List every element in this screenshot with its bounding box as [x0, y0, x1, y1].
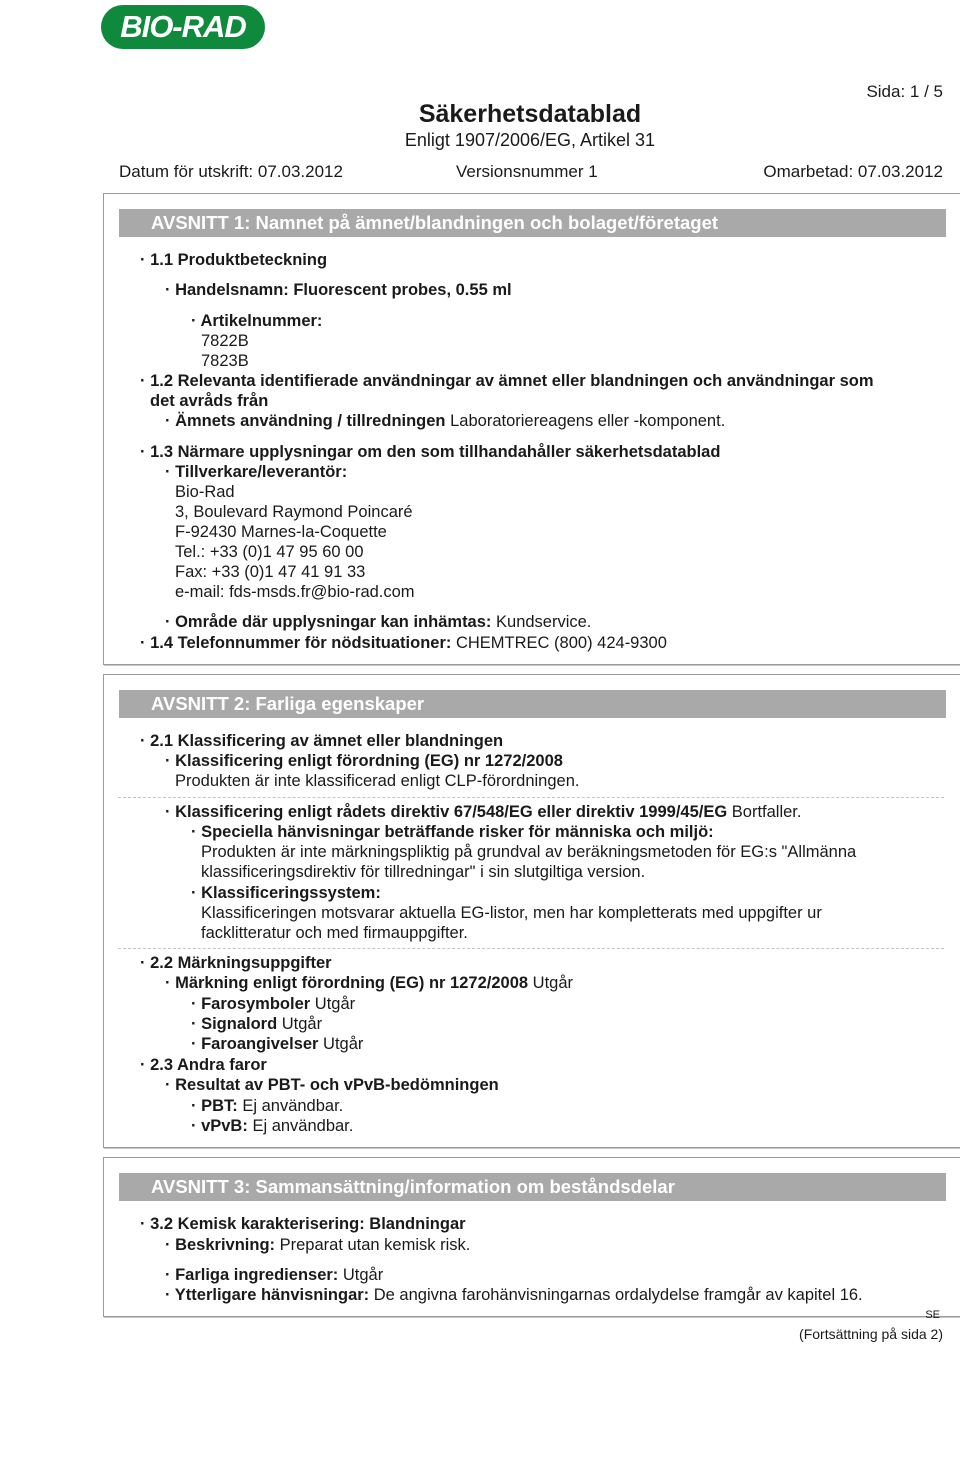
manufacturer-label: · Tillverkare/leverantör:	[165, 463, 348, 481]
company-name: Bio-Rad	[175, 483, 235, 501]
trade-name: · Handelsnamn: Fluorescent probes, 0.55 ml	[165, 281, 512, 299]
chemical-characterisation: · 3.2 Kemisk karakterisering: Blandningar	[140, 1215, 466, 1233]
revised-date: Omarbetad: 07.03.2012	[763, 162, 943, 181]
article-number-2: 7823B	[201, 352, 249, 370]
print-date: Datum för utskrift: 07.03.2012	[119, 162, 343, 181]
substance-use: · Ämnets användning / tillredningen Laboratoriereagens eller -komponent.	[165, 412, 726, 430]
company-city: F-92430 Marnes-la-Coquette	[175, 523, 387, 541]
language-code: SE	[925, 1309, 940, 1321]
company-street: 3, Boulevard Raymond Poincaré	[175, 503, 413, 521]
version-number: Versionsnummer 1	[456, 162, 598, 181]
emergency-phone: · 1.4 Telefonnummer för nödsituationer: CHEMTREC (800) 424-9300	[140, 634, 667, 652]
special-risks-label: · Speciella hänvisningar beträffande risker för människa och miljö:	[191, 823, 714, 841]
special-risks-text-1: Produkten är inte märkningspliktig på grundval av beräkningsmetoden för EG:s "Allmänna	[201, 843, 857, 861]
information-area: · Område där upplysningar kan inhämtas: Kundservice.	[165, 613, 592, 631]
pbt-result: · PBT: Ej användbar.	[191, 1097, 344, 1115]
continued-note: (Fortsättning på sida 2)	[799, 1326, 943, 1342]
hazard-statements: · Faroangivelser Utgår	[191, 1035, 364, 1053]
other-hazards-heading: · 2.3 Andra faror	[140, 1056, 267, 1074]
additional-information: · Ytterligare hänvisningar: De angivna farohänvisningarnas ordalydelse framgår av kapitel 16.	[165, 1286, 863, 1304]
section-2-heading: AVSNITT 2: Farliga egenskaper	[119, 690, 946, 718]
article-number-1: 7822B	[201, 332, 249, 350]
page-number: Sida: 1 / 5	[866, 82, 943, 101]
bio-rad-logo: BIO-RAD	[101, 5, 265, 49]
company-phone: Tel.: +33 (0)1 47 95 60 00	[175, 543, 364, 561]
hazard-symbols: · Farosymboler Utgår	[191, 995, 356, 1013]
section-1-heading: AVSNITT 1: Namnet på ämnet/blandningen och bolaget/företaget	[119, 209, 946, 237]
labelling-regulation: · Märkning enligt förordning (EG) nr 1272/2008 Utgår	[165, 974, 573, 992]
hazardous-ingredients: · Farliga ingredienser: Utgår	[165, 1266, 384, 1284]
directive-classification: · Klassificering enligt rådets direktiv 67/548/EG eller direktiv 1999/45/EG Bortfaller.	[165, 803, 802, 821]
supplier-details-heading: · 1.3 Närmare upplysningar om den som tillhandahåller säkerhetsdatablad	[140, 443, 721, 461]
special-risks-text-2: klassificeringsdirektiv för tillredningar" i sin slutgiltiga version.	[201, 863, 646, 881]
company-email: e-mail: fds-msds.fr@bio-rad.com	[175, 583, 415, 601]
signal-word: · Signalord Utgår	[191, 1015, 323, 1033]
vpvb-result: · vPvB: Ej användbar.	[191, 1117, 354, 1135]
relevant-uses-heading: · 1.2 Relevanta identifierade användningar av ämnet eller blandningen och användningar som	[140, 372, 874, 390]
pbt-assessment-label: · Resultat av PBT- och vPvB-bedömningen	[165, 1076, 499, 1094]
classification-system-label: · Klassificeringssystem:	[191, 884, 381, 902]
clp-classification-text: Produkten är inte klassificerad enligt CLP-förordningen.	[175, 772, 580, 790]
classification-heading: · 2.1 Klassificering av ämnet eller blandningen	[140, 732, 504, 750]
document-subtitle: Enligt 1907/2006/EG, Artikel 31	[404, 130, 656, 150]
divider	[118, 797, 944, 798]
label-elements-heading: · 2.2 Märkningsuppgifter	[140, 954, 332, 972]
document-title: Säkerhetsdatablad	[418, 100, 642, 128]
article-number-label: · Artikelnummer:	[191, 312, 323, 330]
company-fax: Fax: +33 (0)1 47 41 91 33	[175, 563, 366, 581]
classification-system-text-2: facklitteratur och med firmauppgifter.	[201, 924, 468, 942]
product-identifier-heading: · 1.1 Produktbeteckning	[140, 251, 328, 269]
classification-system-text-1: Klassificeringen motsvarar aktuella EG-listor, men har kompletterats med uppgifter ur	[201, 904, 822, 922]
clp-classification-label: · Klassificering enligt förordning (EG) nr 1272/2008	[165, 752, 563, 770]
relevant-uses-heading-cont: det avråds från	[150, 392, 269, 410]
divider	[118, 948, 944, 949]
description: · Beskrivning: Preparat utan kemisk risk.	[165, 1236, 471, 1254]
section-3-heading: AVSNITT 3: Sammansättning/information om beståndsdelar	[119, 1173, 946, 1201]
